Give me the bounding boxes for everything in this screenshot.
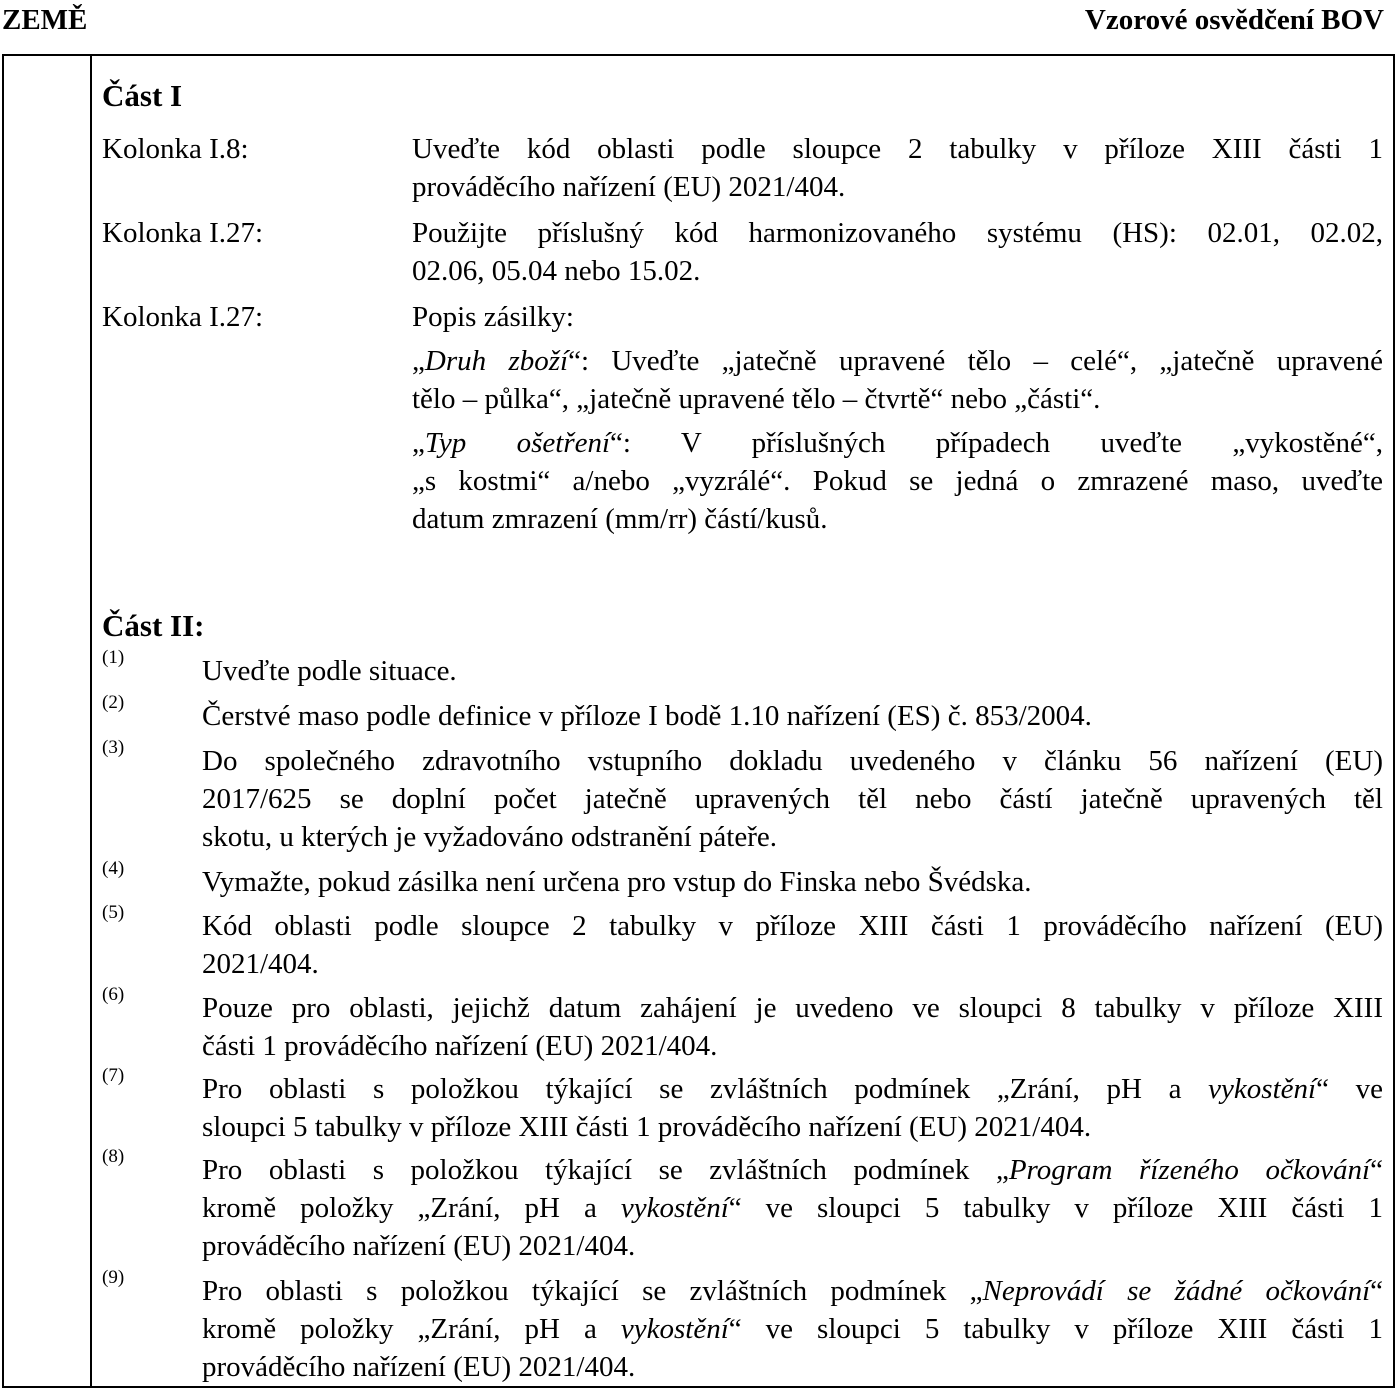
footnote-text xyxy=(202,863,1383,901)
footnote-text xyxy=(202,1151,1383,1265)
text-line: Uveďte kód oblasti podle sloupce 2 tabulky v příloze XIII části 1 xyxy=(412,133,1383,165)
footnote-text xyxy=(202,907,1383,983)
text-line: Pouze pro oblasti, jejichž datum zahájení je uvedeno ve sloupci 8 tabulky v příloze XIII xyxy=(202,992,1383,1024)
footnote-text xyxy=(202,742,1383,856)
footnote-text xyxy=(202,1070,1383,1146)
footnote-number: (4) xyxy=(102,858,125,879)
kolonka-text xyxy=(412,298,1383,538)
footnote-text xyxy=(202,989,1383,1065)
part-2-title: Část II: xyxy=(102,608,205,643)
text-fragment: “ xyxy=(1370,1154,1383,1186)
text-line: Použijte příslušný kód harmonizovaného systému (HS): 02.01, 02.02, xyxy=(412,217,1383,249)
text-line: prováděcího nařízení (EU) 2021/404. xyxy=(412,171,846,203)
typ-osetreni-term: Typ ošetření xyxy=(424,427,611,459)
kolonka-text xyxy=(412,130,1383,206)
text-fragment: Pro oblasti s položkou týkající se zvláštních podmínek „ xyxy=(202,1154,1009,1186)
text-line: Čerstvé maso podle definice v příloze I bodě 1.10 nařízení (ES) č. 853/2004. xyxy=(202,700,1092,732)
text-line: tělo – půlka“, „jatečně upravené tělo – čtvrtě“ nebo „části“. xyxy=(412,383,1101,415)
kolonka-label: Kolonka I.27: xyxy=(102,301,264,333)
text-line: Uveďte podle situace. xyxy=(202,655,457,687)
text-line: datum zmrazení (mm/rr) částí/kusů. xyxy=(412,503,828,535)
kolonka-text xyxy=(412,214,1383,290)
kolonka-label: Kolonka I.27: xyxy=(102,217,264,249)
text-line: Vymažte, pokud zásilka není určena pro vstup do Finska nebo Švédska. xyxy=(202,866,1032,898)
footnote-number: (1) xyxy=(102,647,125,668)
text-fragment: kromě položky „Zrání, pH a xyxy=(202,1313,621,1345)
footnote-number: (8) xyxy=(102,1146,125,1167)
text-line: „s kostmi“ a/nebo „vyzrálé“. Pokud se jedná o zmrazené maso, uveďte xyxy=(412,465,1383,497)
text-line xyxy=(202,1151,1383,1189)
text-fragment: Pro oblasti s položkou týkající se zvláštních podmínek „Zrání, pH a xyxy=(202,1073,1209,1105)
left-margin-divider xyxy=(90,56,92,1386)
italic-term: vykostění xyxy=(1208,1073,1317,1105)
text-line: prováděcího nařízení (EU) 2021/404. xyxy=(202,1351,636,1383)
footnote-number: (6) xyxy=(102,984,125,1005)
quote-mark: „ xyxy=(412,345,425,377)
typ-osetreni-line xyxy=(412,424,1383,462)
text-line: Popis zásilky: xyxy=(412,301,574,333)
header-country: ZEMĚ xyxy=(2,4,88,36)
text-fragment: kromě položky „Zrání, pH a xyxy=(202,1192,621,1224)
text-line: 2021/404. xyxy=(202,948,319,980)
text-line: prováděcího nařízení (EU) 2021/404. xyxy=(202,1230,636,1262)
text-line: části 1 prováděcího nařízení (EU) 2021/404. xyxy=(202,1030,718,1062)
footnote-number: (2) xyxy=(102,692,125,713)
footnote-number: (9) xyxy=(102,1267,125,1288)
text-fragment: “: Uveďte „jatečně upravené tělo – celé“, „jatečně upravené xyxy=(568,345,1384,377)
text-fragment: “ ve sloupci 5 tabulky v příloze XIII části 1 xyxy=(728,1192,1383,1224)
text-fragment: Pro oblasti s položkou týkající se zvláštních podmínek „ xyxy=(202,1275,983,1307)
header-certificate-title: Vzorové osvědčení BOV xyxy=(1084,4,1384,36)
text-fragment: “: V příslušných případech uveďte „vykostěné“, xyxy=(610,427,1383,459)
italic-term: Program řízeného očkování xyxy=(1008,1154,1371,1186)
footnote-number: (5) xyxy=(102,902,125,923)
text-line xyxy=(202,1070,1383,1108)
footnote-text xyxy=(202,697,1383,735)
text-line: 02.06, 05.04 nebo 15.02. xyxy=(412,255,701,287)
italic-term: vykostění xyxy=(620,1313,729,1345)
text-line: 2017/625 se doplní počet jatečně upravených těl nebo částí jatečně upravených těl xyxy=(202,783,1383,815)
kolonka-label: Kolonka I.8: xyxy=(102,133,249,165)
text-line xyxy=(202,1189,1383,1227)
text-fragment: “ ve sloupci 5 tabulky v příloze XIII části 1 xyxy=(728,1313,1383,1345)
italic-term: vykostění xyxy=(620,1192,729,1224)
footnote-number: (3) xyxy=(102,737,125,758)
footnote-text xyxy=(202,1272,1383,1386)
text-fragment: “ ve xyxy=(1316,1073,1383,1105)
part-1-title: Část I xyxy=(102,78,183,113)
text-line: Do společného zdravotního vstupního dokladu uvedeného v článku 56 nařízení (EU) xyxy=(202,745,1383,777)
quote-mark: „ xyxy=(412,427,425,459)
text-line xyxy=(202,1310,1383,1348)
text-line: Kód oblasti podle sloupce 2 tabulky v příloze XIII části 1 prováděcího nařízení (EU) xyxy=(202,910,1383,942)
italic-term: Neprovádí se žádné očkování xyxy=(982,1275,1371,1307)
druh-zbozi-term: Druh zboží xyxy=(424,345,569,377)
footnote-text xyxy=(202,652,1383,690)
druh-zbozi-line xyxy=(412,342,1383,380)
footnote-number: (7) xyxy=(102,1065,125,1086)
text-line xyxy=(202,1272,1383,1310)
text-line: skotu, u kterých je vyžadováno odstranění páteře. xyxy=(202,821,777,853)
text-fragment: “ xyxy=(1370,1275,1384,1307)
text-line: sloupci 5 tabulky v příloze XIII části 1 prováděcího nařízení (EU) 2021/404. xyxy=(202,1111,1092,1143)
